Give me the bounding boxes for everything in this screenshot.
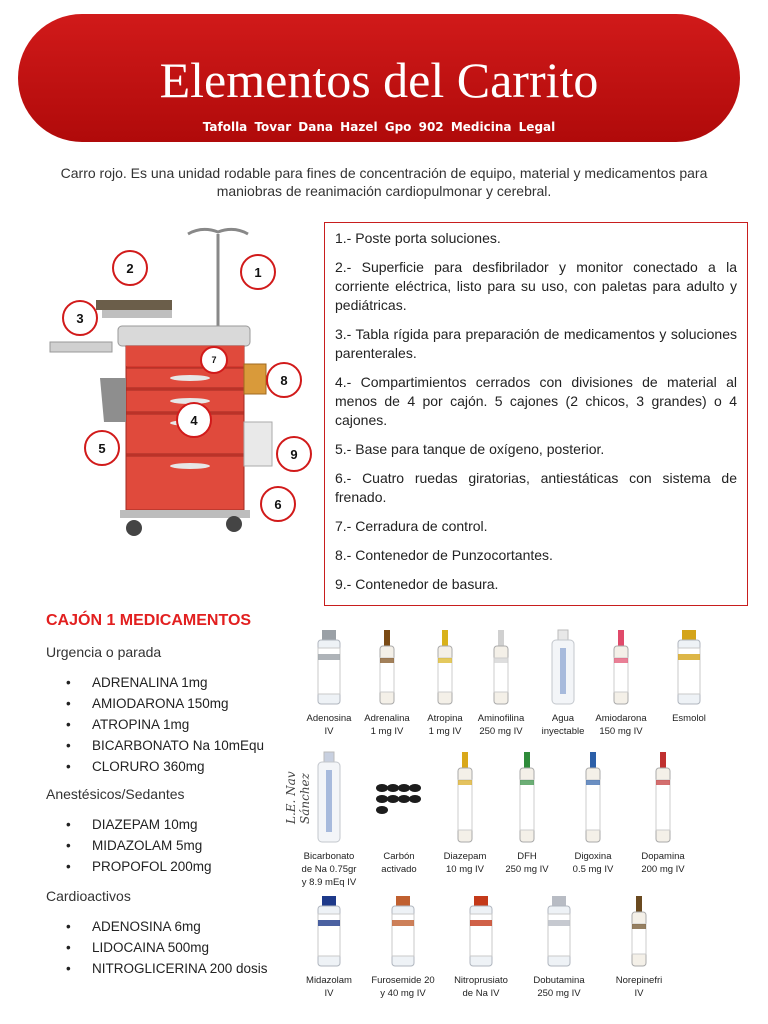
part-item: 9.- Contenedor de basura. xyxy=(335,576,499,592)
drug-item xyxy=(650,628,728,725)
part-item: 6.- Cuatro ruedas giratorias, antiestáticas con sistema de frenado. xyxy=(335,470,737,505)
drug-image xyxy=(538,628,588,708)
drug-image xyxy=(374,750,424,846)
drug-image xyxy=(502,750,552,846)
page-title: Elementos del Carrito xyxy=(159,52,599,108)
drug-item xyxy=(624,750,702,876)
drug-label: Midazolam IV xyxy=(306,975,352,999)
drug-item xyxy=(442,894,520,1000)
intro-text: Carro rojo. Es una unidad rodable para fines de concentración de equipo, material y medicamentos para maniobras de reanimación cardiopulmonar y cerebral. xyxy=(60,165,708,199)
drug-label: Diazepam 10 mg IV xyxy=(443,851,487,875)
cart-marker-7: 7 xyxy=(200,346,228,374)
cart-marker-1: 1 xyxy=(240,254,276,290)
list-item: • NITROGLICERINA 200 dosis xyxy=(66,958,268,979)
cart-marker-9: 9 xyxy=(276,436,312,472)
drug-label: Dobutamina 250 mg IV xyxy=(533,975,585,999)
drug-label: Adenosina IV xyxy=(306,713,352,737)
cardioactivos-list xyxy=(66,916,268,979)
group-label-cardioactivos: Cardioactivos xyxy=(46,888,131,904)
drug-label: Digoxina 0.5 mg IV xyxy=(572,851,614,875)
drug-label: DFH 250 mg IV xyxy=(505,851,549,875)
cart-parts-list xyxy=(324,222,748,606)
drug-image xyxy=(476,628,526,708)
drug-label: Esmolol xyxy=(672,713,706,724)
drug-label: Nitroprusiato de Na IV xyxy=(454,975,508,999)
drug-item xyxy=(520,894,598,1000)
cart-marker-5: 5 xyxy=(84,430,120,466)
drawer-title: CAJÓN 1 MEDICAMENTOS xyxy=(46,612,252,629)
drug-label: Agua inyectable xyxy=(541,713,585,737)
drug-image xyxy=(596,628,646,708)
part-item: 8.- Contenedor de Punzocortantes. xyxy=(335,547,553,563)
drug-image xyxy=(614,894,664,970)
drug-item xyxy=(364,894,442,1000)
drug-label: Furosemide 20 y 40 mg IV xyxy=(371,975,435,999)
drug-image xyxy=(568,750,618,846)
signature-watermark: L.E. Nav Sánchez xyxy=(284,771,312,824)
author-line: Tafolla Tovar Dana Hazel Gpo 902 Medicina Legal xyxy=(202,120,556,134)
drug-label: Adrenalina 1 mg IV xyxy=(364,713,410,737)
list-item: • ATROPINA 1mg xyxy=(66,714,264,735)
drug-image xyxy=(362,628,412,708)
part-item: 3.- Tabla rígida para preparación de medicamentos y soluciones parenterales. xyxy=(335,326,737,361)
drug-image xyxy=(378,894,428,970)
drug-label: Bicarbonato de Na 0.75gr y 8.9 mEq IV xyxy=(301,851,357,888)
drug-label: Carbón activado xyxy=(381,851,417,875)
drug-label: Norepinefri IV xyxy=(615,975,663,999)
drug-item xyxy=(582,628,660,738)
part-item: 7.- Cerradura de control. xyxy=(335,518,488,534)
drug-item xyxy=(290,750,368,889)
cart-marker-3: 3 xyxy=(62,300,98,336)
cart-marker-4: 4 xyxy=(176,402,212,438)
cart-marker-2: 2 xyxy=(112,250,148,286)
drug-image xyxy=(304,628,354,708)
drug-image xyxy=(304,750,354,846)
drug-image xyxy=(638,750,688,846)
list-item: • LIDOCAINA 500mg xyxy=(66,937,268,958)
drug-item xyxy=(600,894,678,1000)
part-item: 4.- Compartimientos cerrados con divisiones de material al menos de 4 por cajón. 5 cajones (2 chicos, 3 grandes) o 4 cajones. xyxy=(335,374,737,428)
title-banner xyxy=(18,14,740,142)
list-item: • PROPOFOL 200mg xyxy=(66,856,212,877)
drug-label: Dopamina 200 mg IV xyxy=(641,851,685,875)
anestesicos-list xyxy=(66,814,212,877)
drug-image xyxy=(456,894,506,970)
list-item: • DIAZEPAM 10mg xyxy=(66,814,212,835)
drug-label: Atropina 1 mg IV xyxy=(427,713,463,737)
cart-marker-6: 6 xyxy=(260,486,296,522)
drug-image xyxy=(534,894,584,970)
list-item: • CLORURO 360mg xyxy=(66,756,264,777)
list-item: • ADRENALINA 1mg xyxy=(66,672,264,693)
group-label-anestesicos: Anestésicos/Sedantes xyxy=(46,786,185,802)
crash-cart-illustration xyxy=(42,218,312,558)
drug-item xyxy=(554,750,632,876)
list-item: • BICARBONATO Na 10mEqu xyxy=(66,735,264,756)
part-item: 1.- Poste porta soluciones. xyxy=(335,230,501,246)
drug-image xyxy=(440,750,490,846)
drug-label: Amiodarona 150 mg IV xyxy=(595,713,647,737)
drug-item xyxy=(290,894,368,1000)
cart-marker-8: 8 xyxy=(266,362,302,398)
list-item: • AMIODARONA 150mg xyxy=(66,693,264,714)
drug-label: Aminofilina 250 mg IV xyxy=(477,713,525,737)
part-item: 2.- Superficie para desfibrilador y monitor conectado a la corriente eléctrica, listo para su uso, con paletas para adulto y pediátricas. xyxy=(335,259,737,313)
list-item: • ADENOSINA 6mg xyxy=(66,916,268,937)
list-item: • MIDAZOLAM 5mg xyxy=(66,835,212,856)
group-label-urgencia: Urgencia o parada xyxy=(46,644,162,660)
drug-image xyxy=(304,894,354,970)
drug-image xyxy=(664,628,714,708)
urgencia-list xyxy=(66,672,264,777)
part-item: 5.- Base para tanque de oxígeno, posterior. xyxy=(335,441,605,457)
